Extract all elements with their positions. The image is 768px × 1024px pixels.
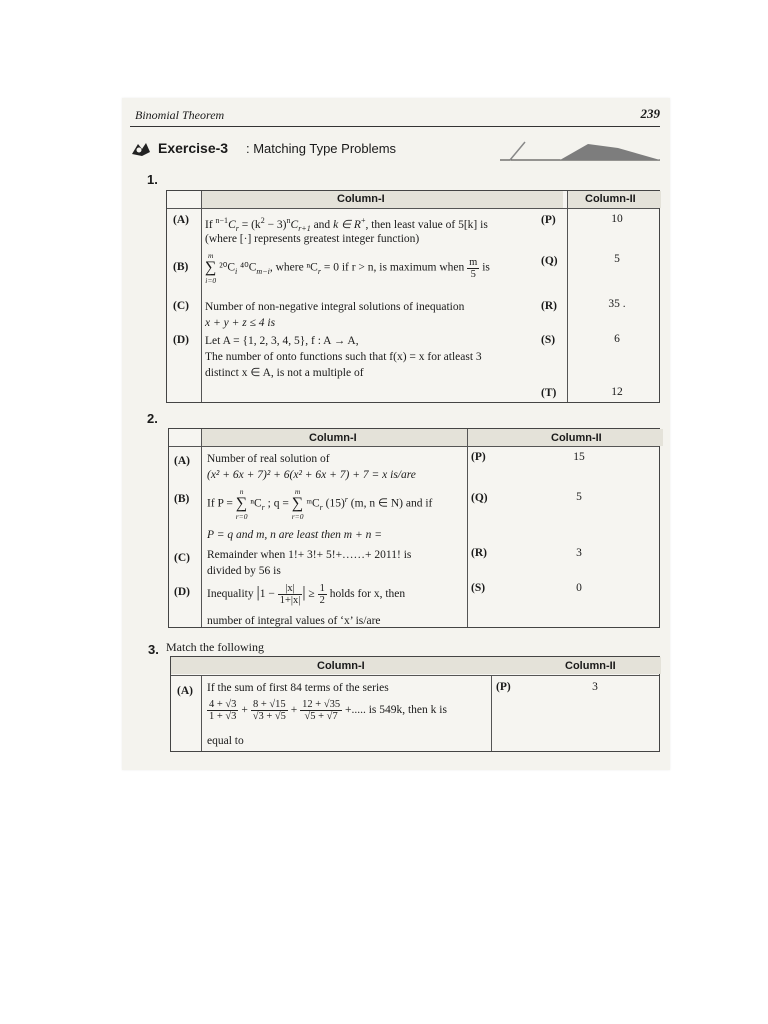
column-divider: [201, 675, 202, 751]
column-divider: [567, 191, 568, 402]
header-divider: [169, 446, 659, 447]
column-1-header: Column-I: [309, 432, 357, 444]
option-value: 6: [614, 333, 620, 345]
column-2-header: Column-II: [565, 660, 616, 672]
option-value: 5: [576, 491, 582, 503]
option-r: (R): [541, 300, 557, 312]
row-b-statement: If P = n ∑ r=0 ⁿC$_r$ ; q = m ∑ r=0 ᵐC$_r$ $(15)^r$ (m, n ∈ N) and if: [207, 487, 433, 521]
row-d-line2: number of integral values of ‘x’ is/are: [207, 615, 381, 627]
option-p: (P): [541, 214, 556, 226]
question-number: 1.: [147, 172, 158, 187]
exercise-subtitle: : Matching Type Problems: [246, 141, 397, 156]
row-a-line3: equal to: [207, 735, 244, 747]
row-d-line3: distinct x ∈ A, is not a multiple of: [205, 367, 364, 379]
row-a-line1: Number of real solution of: [207, 453, 330, 465]
question-number: 3.: [148, 642, 159, 657]
column-2-header: Column-II: [551, 432, 602, 444]
option-s: (S): [541, 334, 556, 346]
option-s: (S): [471, 582, 486, 594]
match-table-3: [170, 656, 660, 752]
row-a-line1: If the sum of first 84 terms of the series: [207, 682, 389, 694]
row-label-d: (D): [174, 586, 190, 598]
row-label-c: (C): [174, 552, 190, 564]
column-divider: [201, 429, 202, 627]
running-head: [130, 104, 660, 127]
header-divider: [167, 208, 659, 209]
row-d-statement: Inequality |1 − $\frac{|x|}{1+|x|}$ | ≥ $\frac{1}{2}$ holds for x, then: [207, 583, 406, 606]
option-p: (P): [471, 451, 486, 463]
row-a-line2: (x² + 6x + 7)² + 6(x² + 6x + 7) + 7 = x is/are: [207, 469, 416, 481]
row-label-d: (D): [173, 334, 189, 346]
header-divider: [171, 675, 659, 676]
option-value: 0: [576, 582, 582, 594]
decorative-banner: [500, 138, 660, 162]
row-d-line1: Let A = {1, 2, 3, 4, 5}, f : A → A,: [205, 335, 359, 347]
row-c-line2: divided by 56 is: [207, 565, 281, 577]
row-b-statement: m ∑ i=0 $^{20}C_i$ $^{40}C_{m-i}$, where ⁿC$_r$ = 0 if r > n, is maximum when $\frac{m}{5}$ is: [205, 251, 490, 285]
exercise-icon: [130, 140, 152, 158]
option-q: (Q): [541, 255, 558, 267]
column-divider: [201, 191, 202, 402]
row-c-line2: x + y + z ≤ 4 is: [205, 317, 276, 329]
row-c-line1: Number of non-negative integral solutions of inequation: [205, 301, 465, 313]
column-1-header: Column-I: [317, 660, 365, 672]
column-2-header: Column-II: [585, 193, 636, 205]
row-a-series: $\frac{4 + √3}{1 + √3}$ + $\frac{8 + √15}{√3 + √5}$ + $\frac{12 + √35}{√5 + √7}$ +..... is 549k, then k is: [209, 699, 447, 722]
option-value: 10: [611, 213, 623, 225]
row-label-b: (B): [173, 261, 189, 273]
exercise-heading: [130, 138, 660, 162]
option-r: (R): [471, 547, 487, 559]
page-number: 239: [640, 106, 660, 121]
exercise-title: Exercise-3: [158, 140, 229, 156]
option-value: 3: [592, 681, 598, 693]
chapter-title: Binomial Theorem: [135, 108, 225, 122]
row-label-a: (A): [173, 214, 189, 226]
row-d-line2: The number of onto functions such that f(x) = x for atleast 3: [205, 351, 482, 363]
option-p: (P): [496, 681, 511, 693]
row-a-note: (where [·] represents greatest integer function): [205, 233, 420, 245]
row-label-b: (B): [174, 493, 190, 505]
question-number: 2.: [147, 411, 158, 426]
match-table-1: [166, 190, 660, 403]
row-label-a: (A): [174, 455, 190, 467]
option-t: (T): [541, 387, 557, 399]
option-value: 5: [614, 253, 620, 265]
option-value: 15: [573, 451, 585, 463]
question-intro: Match the following: [166, 640, 264, 654]
row-c-line1: Remainder when 1!+ 3!+ 5!+……+ 2011! is: [207, 549, 412, 561]
row-b-line2: P = q and m, n are least then m + n =: [207, 529, 383, 541]
row-label-a: (A): [177, 685, 193, 697]
match-table-2: [168, 428, 660, 628]
option-q: (Q): [471, 492, 488, 504]
option-value: 12: [611, 386, 623, 398]
option-value: 3: [576, 547, 582, 559]
option-value: 35 .: [608, 298, 626, 310]
column-1-header: Column-I: [337, 193, 385, 205]
row-label-c: (C): [173, 300, 189, 312]
row-a-statement: If $^{n-1}C_r = (k^2 - 3)^nC_{r+1}$ and k ∈ R+, then least value of 5[k] is: [205, 216, 488, 234]
